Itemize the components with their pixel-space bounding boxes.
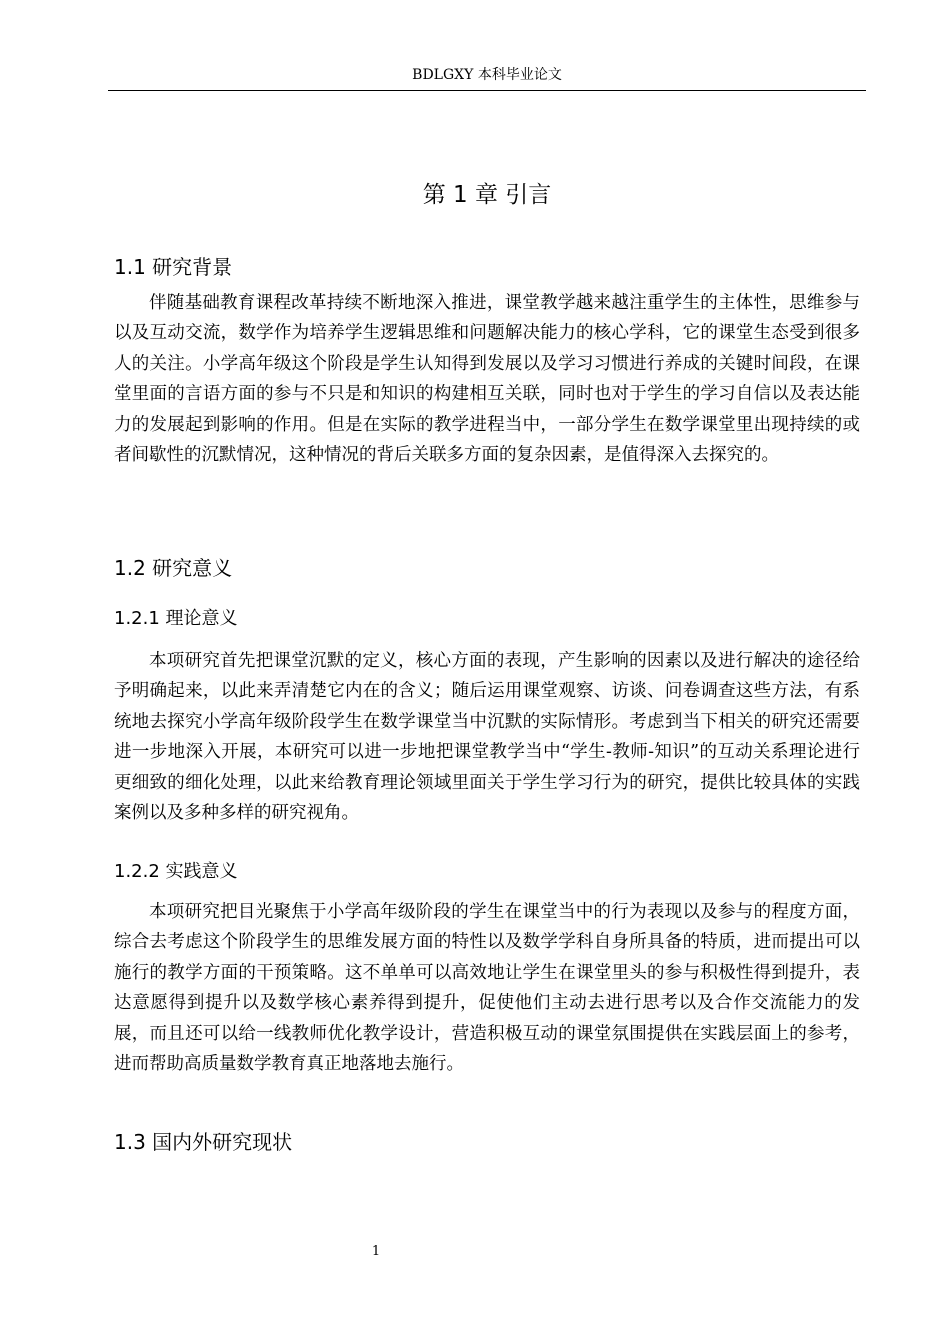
paragraph-research-background: 伴随基础教育课程改革持续不断地深入推进，课堂教学越来越注重学生的主体性，思维参与以及互动交流，数学作为培养学生逻辑思维和问题解决能力的核心学科，它的课堂生态受到很多人的关注。小学高年级这个阶段是学生认知得到发展以及学习习惯进行养成的关键时间段，在课堂里面的言语方面的参与不只是和知识的构建相互关联，同时也对于学生的学习自信以及表达能力的发展起到影响的作用。但是在实际的教学进程当中，一部分学生在数学课堂里出现持续的或者间歇性的沉默情况，这种情况的背后关联多方面的复杂因素，是值得深入去探究的。 (114, 293, 860, 466)
chapter-title: 第 1 章 引言 (422, 182, 552, 208)
header-rule (108, 90, 866, 91)
paragraph-theoretical-significance: 本项研究首先把课堂沉默的定义，核心方面的表现，产生影响的因素以及进行解决的途径给予明确起来，以此来弄清楚它内在的含义；随后运用课堂观察、访谈、问卷调查这些方法，有系统地去探究小学高年级阶段学生在数学课堂当中沉默的实际情形。考虑到当下相关的研究还需要进一步地深入开展，本研究可以进一步地把课堂教学当中“学生-教师-知识”的互动关系理论进行更细致的细化处理，以此来给教育理论领域里面关于学生学习行为的研究，提供比较具体的实践案例以及多种多样的研究视角。 (114, 651, 860, 824)
page-header: BDLGXY 本科毕业论文 (412, 67, 562, 83)
section-heading-1-1: 1.1 研究背景 (114, 255, 233, 279)
paragraph-practical-significance: 本项研究把目光聚焦于小学高年级阶段的学生在课堂当中的行为表现以及参与的程度方面，综合去考虑这个阶段学生的思维发展方面的特性以及数学学科自身所具备的特质，进而提出可以施行的教学方面的干预策略。这不单单可以高效地让学生在课堂里头的参与积极性得到提升，表达意愿得到提升以及数学核心素养得到提升，促使他们主动去进行思考以及合作交流能力的发展，而且还可以给一线教师优化教学设计，营造积极互动的课堂氛围提供在实践层面上的参考，进而帮助高质量数学教育真正地落地去施行。 (114, 902, 860, 1075)
section-heading-1-2-1: 1.2.1 理论意义 (114, 608, 238, 629)
section-heading-1-3: 1.3 国内外研究现状 (114, 1130, 293, 1154)
page-number: 1 (371, 1244, 381, 1259)
section-heading-1-2: 1.2 研究意义 (114, 556, 233, 580)
section-heading-1-2-2: 1.2.2 实践意义 (114, 861, 238, 882)
